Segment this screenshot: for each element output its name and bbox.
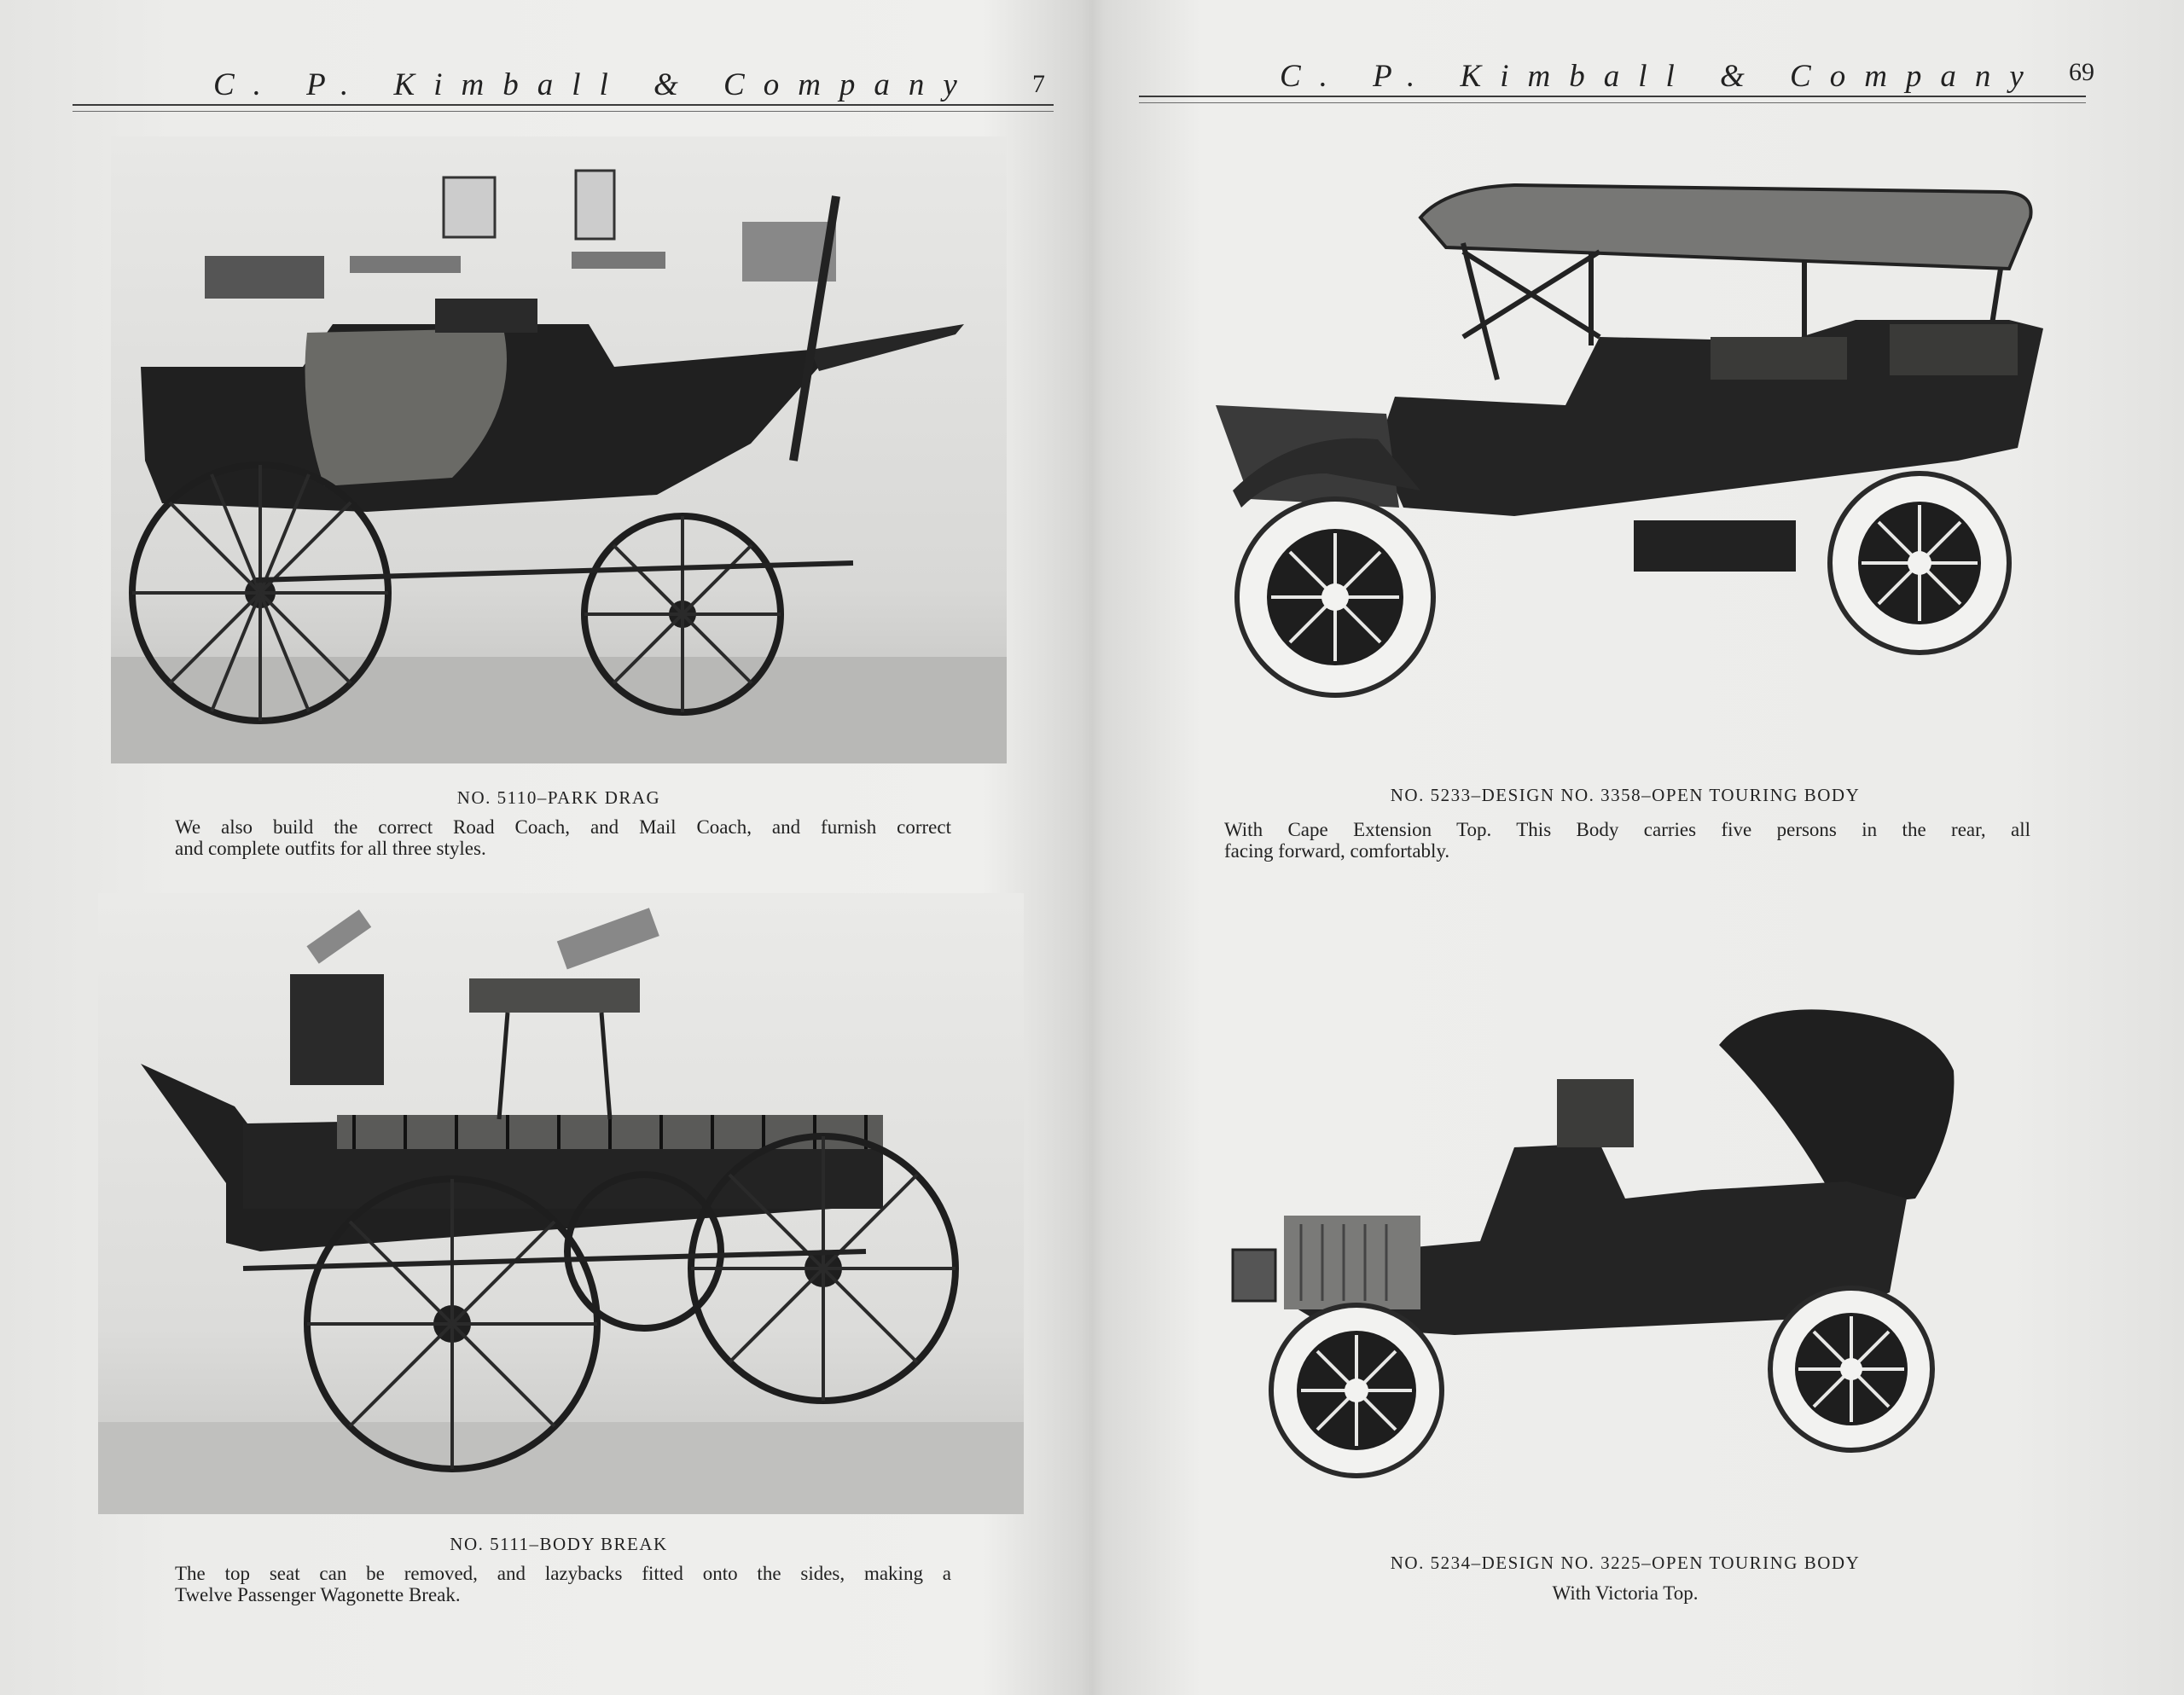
caption-title-body-break: NO. 5111–BODY BREAK xyxy=(450,1534,668,1554)
caption-line: and complete outfits for all three styles. xyxy=(175,838,486,859)
caption-line: With Cape Extension Top. This Body carries five persons in the rear, all xyxy=(1224,819,2030,840)
caption-title-touring-cape: NO. 5233–DESIGN NO. 3358–OPEN TOURING BODY xyxy=(1390,785,1861,805)
caption-line: With Victoria Top. xyxy=(1552,1582,1699,1604)
page-number: 69 xyxy=(2069,58,2094,86)
caption-body-touring-victoria xyxy=(1263,1582,1988,1604)
caption-body-touring-cape xyxy=(1224,819,2030,862)
caption-line: The top seat can be removed, and lazybacks fitted onto the sides, making a xyxy=(175,1563,951,1584)
page-number: 7 xyxy=(1032,70,1045,98)
caption-body-body-break xyxy=(175,1563,951,1605)
caption-line: facing forward, comfortably. xyxy=(1224,840,1450,862)
caption-title-park-drag: NO. 5110–PARK DRAG xyxy=(456,787,661,808)
caption-title-touring-victoria: NO. 5234–DESIGN NO. 3225–OPEN TOURING BODY xyxy=(1390,1553,1861,1573)
page-header-title: C. P. Kimball & Company xyxy=(213,67,976,102)
caption-line: Twelve Passenger Wagonette Break. xyxy=(175,1584,461,1605)
header-rule xyxy=(1139,96,2086,103)
body-break-photo xyxy=(98,893,1024,1514)
left-page xyxy=(0,0,1088,1695)
caption-body-park-drag xyxy=(175,816,951,859)
header-rule xyxy=(73,104,1054,112)
touring-car-cape-top-photo xyxy=(1190,166,2103,712)
right-page xyxy=(1096,0,2184,1695)
park-drag-photo xyxy=(111,136,1007,763)
touring-car-victoria-top-photo xyxy=(1224,994,2077,1480)
page-header-title: C. P. Kimball & Company xyxy=(1280,59,2042,94)
caption-line: We also build the correct Road Coach, and Mail Coach, and furnish correct xyxy=(175,816,951,838)
